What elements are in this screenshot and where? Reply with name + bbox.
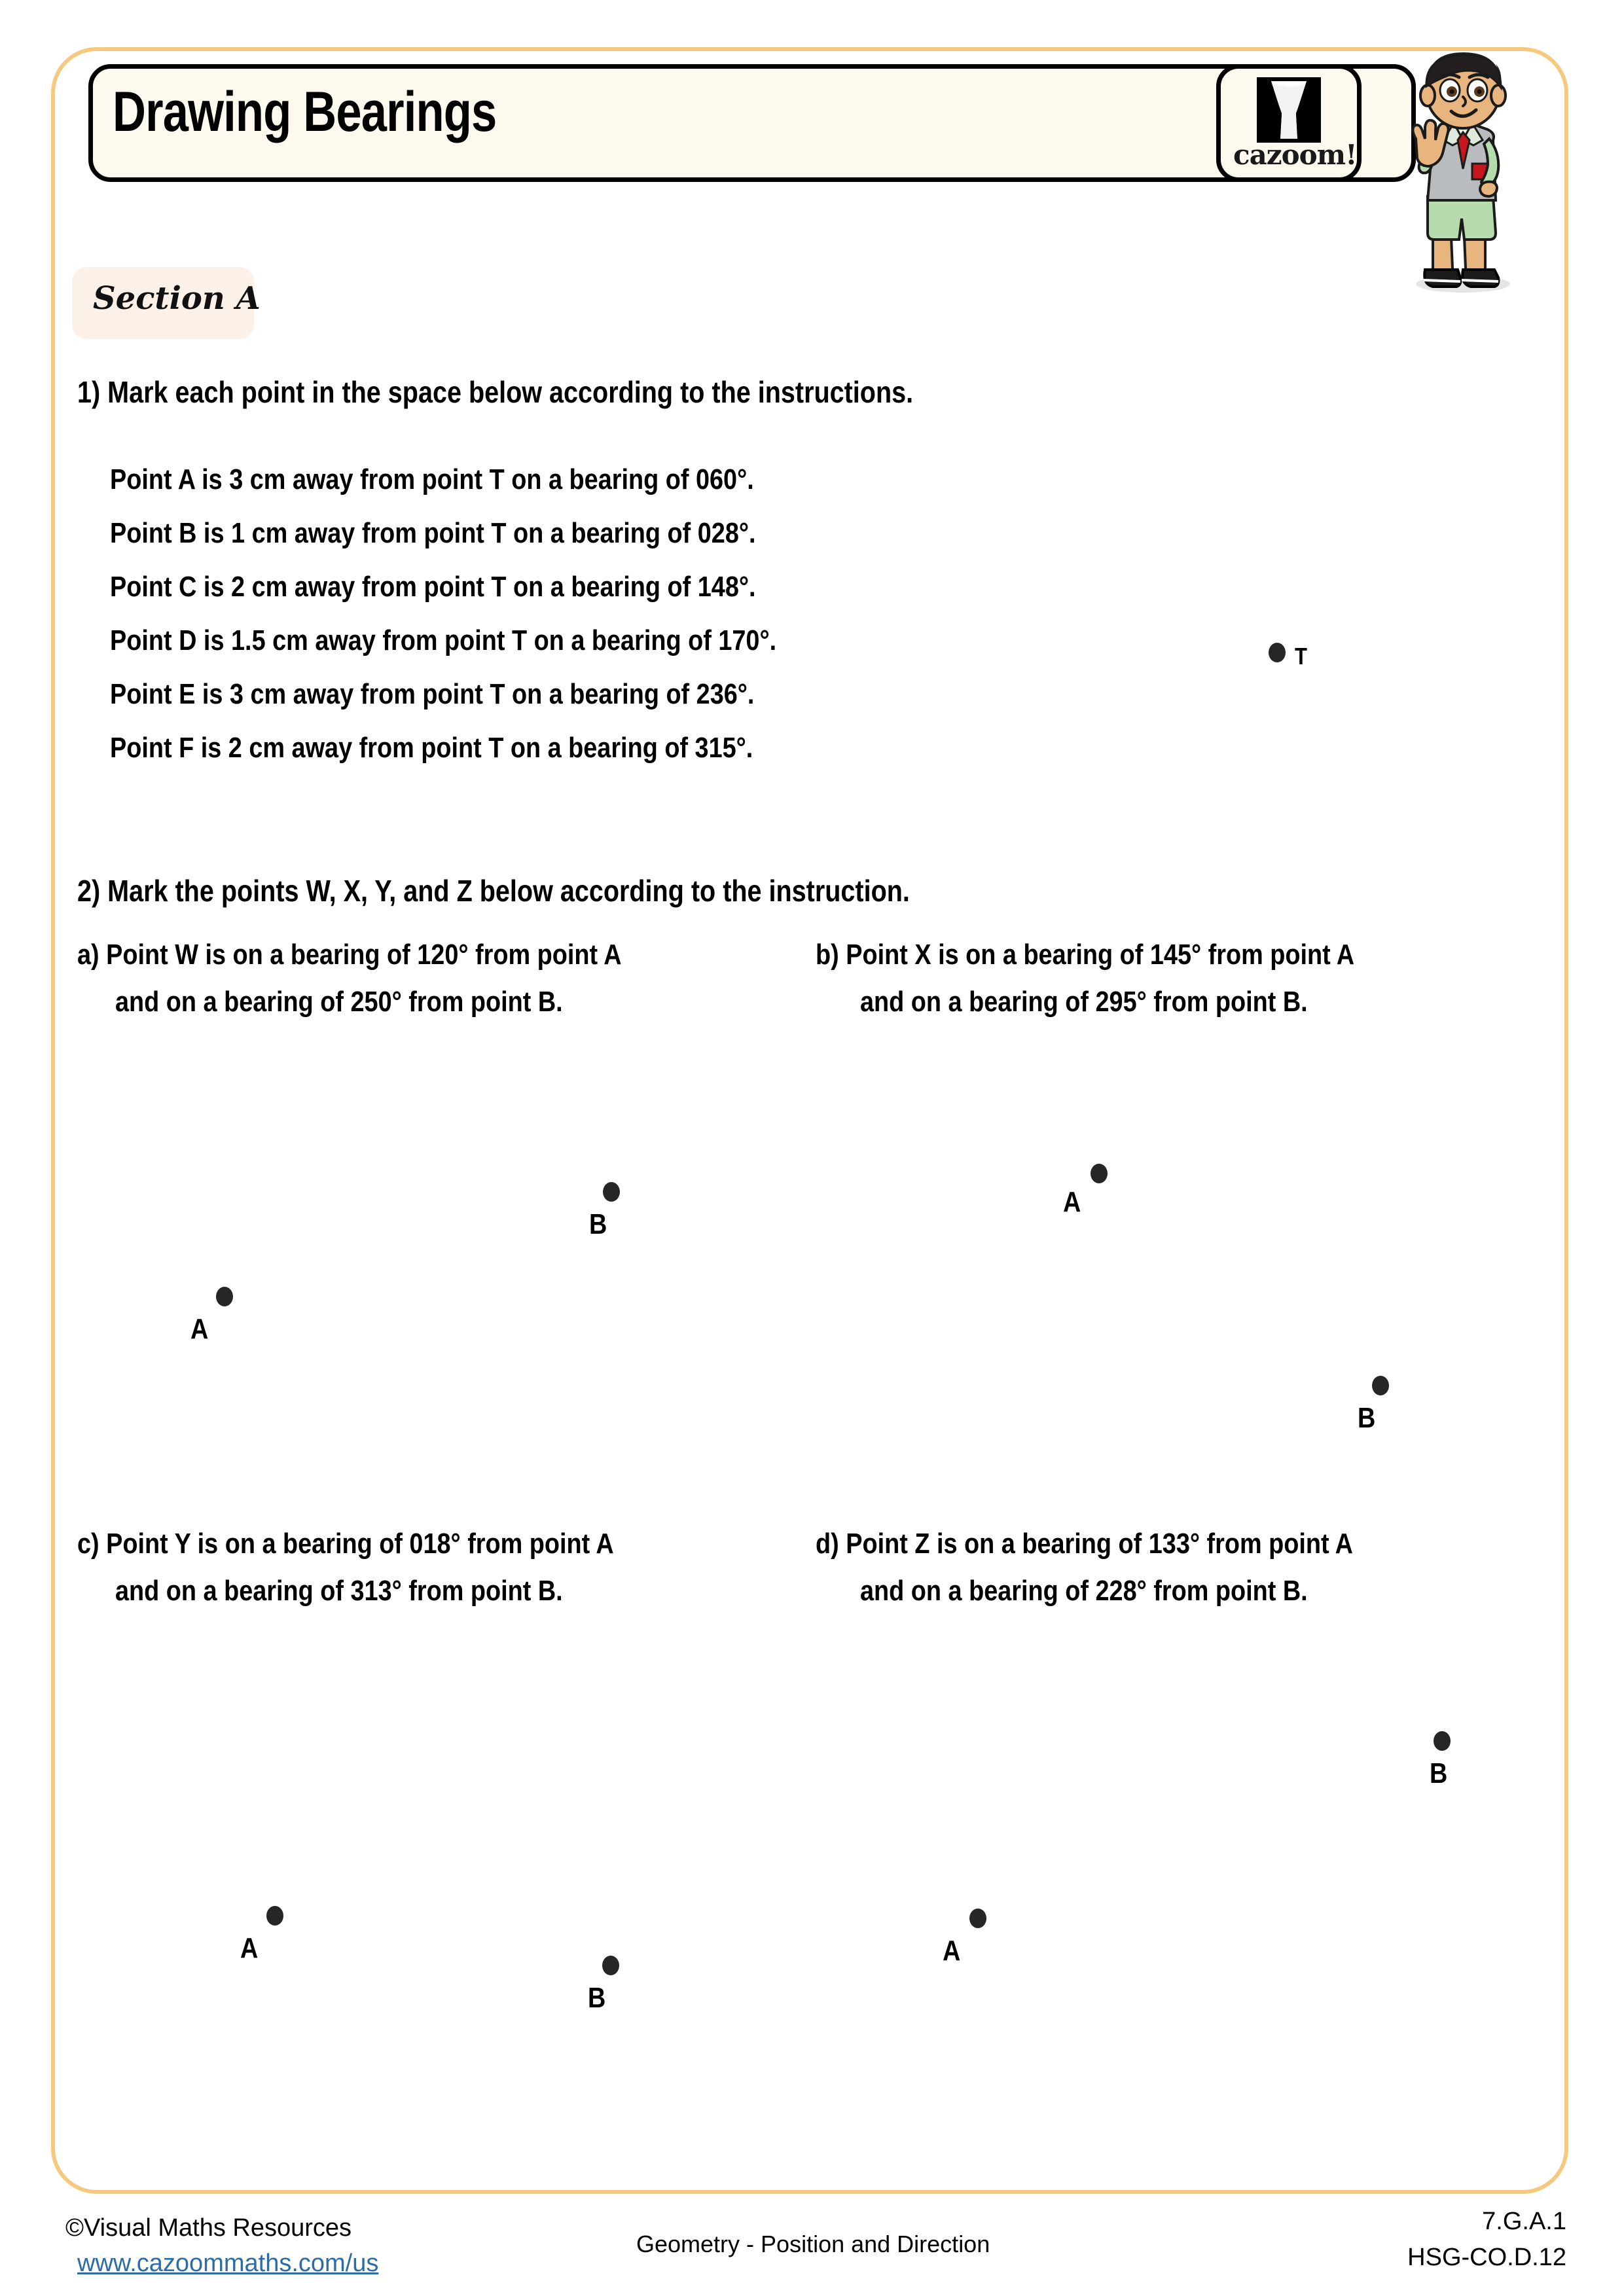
part-a-point-b-label: B	[589, 1208, 607, 1240]
part-d-line-1: d) Point Z is on a bearing of 133° from point A	[816, 1528, 1354, 1560]
part-d-point-a-label: A	[943, 1935, 961, 1967]
part-b-point-b-label: B	[1358, 1402, 1376, 1434]
part-c-line-1: c) Point Y is on a bearing of 018° from point A	[77, 1528, 614, 1560]
footer-website-link[interactable]: www.cazoommaths.com/us	[77, 2250, 379, 2277]
cazoom-hourglass-icon	[1257, 77, 1321, 143]
mascot-schoolboy-icon	[1365, 41, 1542, 302]
part-a-point-a-marker	[216, 1287, 233, 1306]
part-b-line-2: and on a bearing of 295° from point B.	[860, 986, 1308, 1018]
footer-standard-primary: 7.G.A.1	[1482, 2208, 1566, 2235]
bearing-instruction-a: Point A is 3 cm away from point T on a bearing of 060°.	[110, 463, 754, 495]
part-c-point-a-label: A	[240, 1932, 259, 1964]
cazoom-wordmark: cazoom!	[1233, 139, 1357, 171]
page-border	[51, 47, 1568, 2194]
question-2-heading: 2) Mark the points W, X, Y, and Z below according to the instruction.	[77, 874, 910, 908]
part-a-line-1: a) Point W is on a bearing of 120° from point A	[77, 939, 622, 971]
point-marker-t	[1269, 643, 1286, 662]
footer-copyright: ©Visual Maths Resources	[65, 2214, 352, 2242]
part-c-point-b-marker	[602, 1956, 619, 1975]
footer-topic: Geometry - Position and Direction	[636, 2231, 990, 2257]
part-c-point-b-label: B	[588, 1982, 606, 2014]
part-b-line-1: b) Point X is on a bearing of 145° from point A	[816, 939, 1355, 971]
question-1-heading: 1) Mark each point in the space below according to the instructions.	[77, 375, 914, 409]
footer-standard-secondary: HSG-CO.D.12	[1407, 2244, 1566, 2271]
bearing-instruction-b: Point B is 1 cm away from point T on a bearing of 028°.	[110, 517, 756, 549]
part-b-point-b-marker	[1372, 1376, 1389, 1395]
page-title: Drawing Bearings	[113, 81, 497, 143]
part-d-point-b-marker	[1434, 1731, 1451, 1751]
part-d-line-2: and on a bearing of 228° from point B.	[860, 1575, 1308, 1607]
part-d-point-b-label: B	[1430, 1757, 1448, 1789]
bearing-instruction-e: Point E is 3 cm away from point T on a bearing of 236°.	[110, 678, 755, 710]
part-d-point-a-marker	[969, 1909, 986, 1928]
part-a-line-2: and on a bearing of 250° from point B.	[115, 986, 563, 1018]
bearing-instruction-f: Point F is 2 cm away from point T on a bearing of 315°.	[110, 732, 753, 764]
part-a-point-b-marker	[603, 1182, 620, 1202]
section-label: Section A	[93, 280, 261, 317]
part-b-point-a-marker	[1091, 1164, 1108, 1183]
bearing-instruction-d: Point D is 1.5 cm away from point T on a bearing of 170°.	[110, 624, 777, 656]
part-b-point-a-label: A	[1063, 1186, 1081, 1218]
part-a-point-a-label: A	[190, 1313, 209, 1345]
part-c-point-a-marker	[266, 1906, 283, 1926]
bearing-instruction-c: Point C is 2 cm away from point T on a bearing of 148°.	[110, 571, 756, 603]
part-c-line-2: and on a bearing of 313° from point B.	[115, 1575, 563, 1607]
point-label-t: T	[1295, 643, 1307, 670]
